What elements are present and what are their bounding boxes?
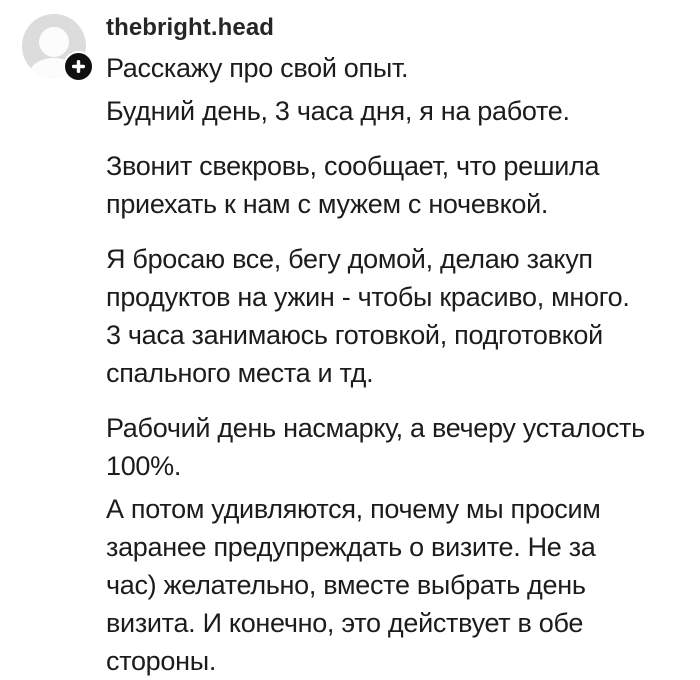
paragraph [106, 49, 690, 87]
paragraph [106, 240, 690, 392]
comment-text-line: приехать к нам с мужем с ночевкой. [106, 189, 549, 219]
comment-text-line: 3 часа занимаюсь готовкой, подготовкой [106, 320, 603, 350]
comment-text-line: Будний день, 3 часа дня, я на работе. [106, 96, 570, 126]
comment-text-line: Расскажу про свой опыт. [106, 53, 409, 83]
paragraph [106, 147, 690, 223]
comment-text-line: Звонит свекровь, сообщает, что решила [106, 151, 600, 181]
comment-text-line: Рабочий день насмарку, а вечеру усталость [106, 413, 645, 443]
comment-text-line: Я бросаю все, бегу домой, делаю закуп [106, 244, 593, 274]
comment-text-line: 100%. [106, 451, 182, 481]
username[interactable]: thebright.head [106, 14, 275, 41]
plus-icon [71, 59, 86, 74]
plus-follow-badge-icon[interactable] [63, 51, 94, 82]
paragraph [106, 409, 690, 485]
comment-text-line: стороны. [106, 646, 217, 676]
comment-text-line: визита. И конечно, это действует в обе [106, 608, 584, 638]
paragraph [106, 92, 690, 130]
comment-text-line: А потом удивляются, почему мы просим [106, 494, 601, 524]
comment-text-line: продуктов на ужин - чтобы красиво, много. [106, 282, 630, 312]
avatar-head-shape [39, 27, 69, 57]
comment-text-line: спального места и тд. [106, 358, 374, 388]
comment-text-line: заранее предупреждать о визите. Не за [106, 532, 596, 562]
paragraph [106, 490, 690, 680]
comment-text-line: час) желательно, вместе выбрать день [106, 570, 586, 600]
avatar[interactable] [22, 14, 86, 78]
comment-body [106, 11, 690, 680]
